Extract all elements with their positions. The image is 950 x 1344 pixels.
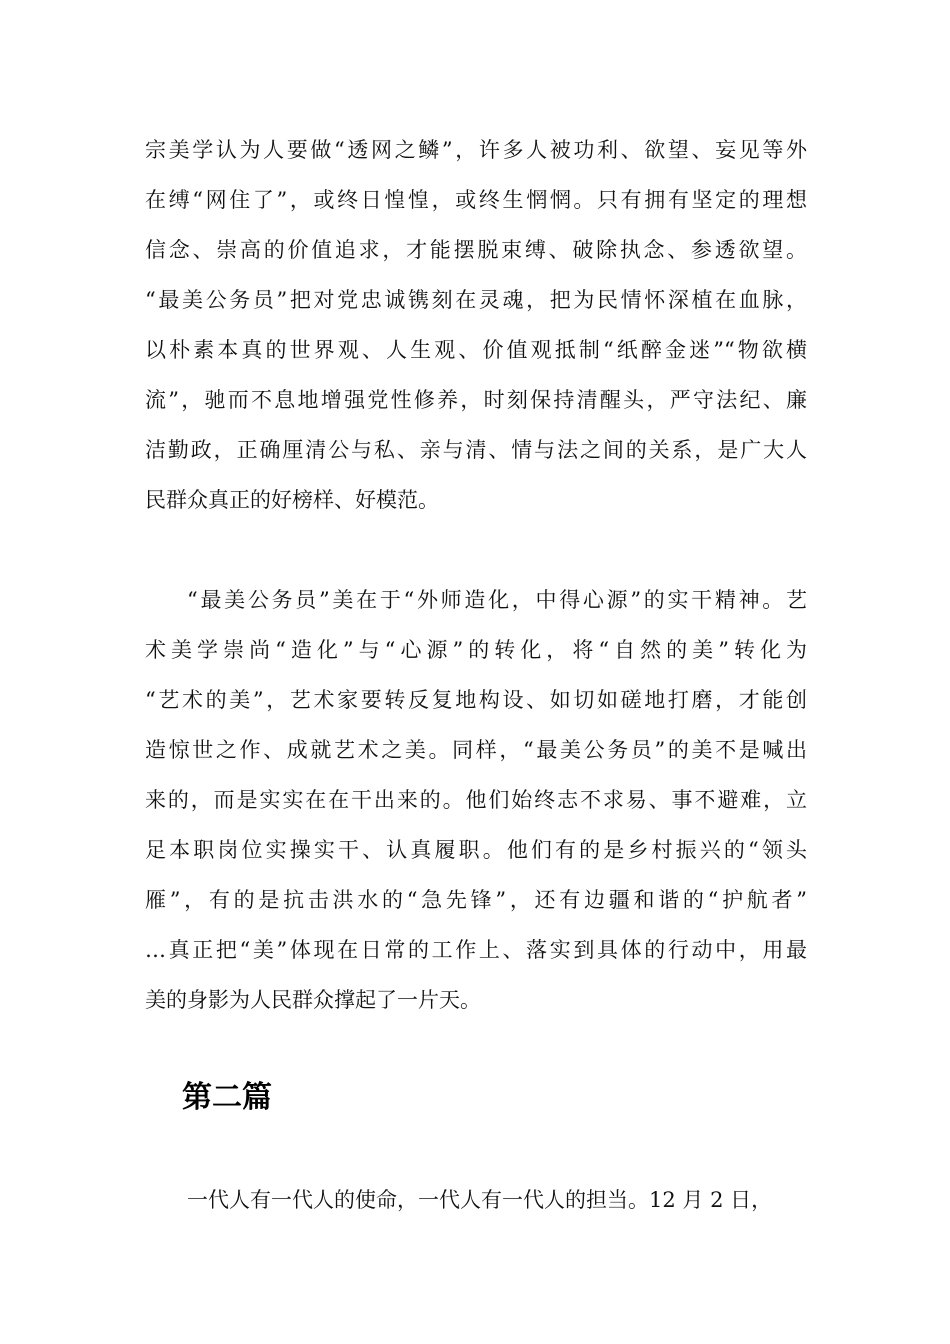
text-line: “最美公务员”美在于“外师造化，中得心源”的实干精神。艺 <box>187 588 807 612</box>
text-line: 一代人有一代人的使命，一代人有一代人的担当。12 月 2 日， <box>187 1188 773 1212</box>
text-line: 足本职岗位实操实干、认真履职。他们有的是乡村振兴的“领头 <box>145 838 807 862</box>
text-line: “艺术的美”，艺术家要转反复地构设、如切如磋地打磨，才能创 <box>145 688 807 712</box>
text-line: 术美学崇尚“造化”与“心源”的转化，将“自然的美”转化为 <box>145 638 807 662</box>
text-line: 信念、崇高的价值追求，才能摆脱束缚、破除执念、参透欲望。 <box>145 238 807 262</box>
text-line: 来的，而是实实在在干出来的。他们始终志不求易、事不避难，立 <box>145 788 807 812</box>
text-line: “最美公务员”把对党忠诚镌刻在灵魂，把为民情怀深植在血脉， <box>145 288 807 312</box>
text-line: 美的身影为人民群众撑起了一片天。 <box>145 988 481 1012</box>
text-line: 民群众真正的好榜样、好模范。 <box>145 488 439 512</box>
text-line: 流”，驰而不息地增强党性修养，时刻保持清醒头，严守法纪、廉 <box>145 388 807 412</box>
text-line: 洁勤政，正确厘清公与私、亲与清、情与法之间的关系，是广大人 <box>145 438 807 462</box>
text-line: …真正把“美”体现在日常的工作上、落实到具体的行动中，用最 <box>145 938 807 962</box>
text-line: 在缚“网住了”，或终日惶惶，或终生惘惘。只有拥有坚定的理想 <box>145 188 807 212</box>
text-line: 宗美学认为人要做“透网之鳞”，许多人被功利、欲望、妄见等外 <box>145 138 807 162</box>
section-heading: 第二篇 <box>182 1080 272 1115</box>
text-line: 造惊世之作、成就艺术之美。同样，“最美公务员”的美不是喊出 <box>145 738 807 762</box>
text-line: 以朴素本真的世界观、人生观、价值观抵制“纸醉金迷”“物欲横 <box>145 338 807 362</box>
text-line: 雁”，有的是抗击洪水的“急先锋”，还有边疆和谐的“护航者” <box>145 888 807 912</box>
